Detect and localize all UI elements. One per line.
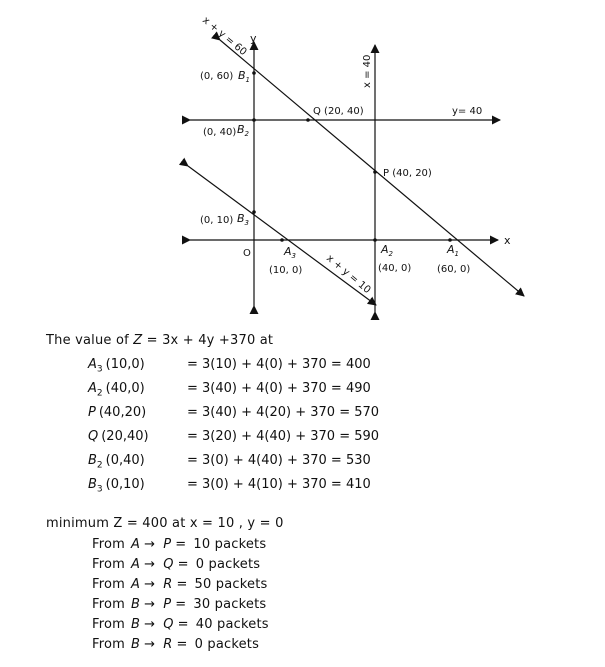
point-coordinates: (20,40) <box>101 429 149 444</box>
evaluation-expression: = 3(0) + 4(10) + 370 = 410 <box>187 477 371 492</box>
evaluation-expression: = 3(40) + 4(20) + 370 = 570 <box>187 405 380 420</box>
evaluation-point <box>88 453 145 471</box>
point-a3 <box>280 238 284 242</box>
evaluation-expression: = 3(10) + 4(0) + 370 = 400 <box>187 357 371 372</box>
point-coordinates: (40,0) <box>105 381 145 396</box>
label-b1: $B_1$ <box>238 69 251 84</box>
packet-amount: 0 packets <box>194 637 260 652</box>
point-q <box>306 118 310 122</box>
source-name: A <box>131 557 141 572</box>
source-name: A <box>131 577 141 592</box>
point-name: Q <box>88 429 99 444</box>
point-a2 <box>373 238 377 242</box>
equals-sign: = <box>177 557 189 572</box>
packet-amount: 0 packets <box>195 557 261 572</box>
evaluation-intro <box>46 333 273 348</box>
point-b2 <box>252 118 256 122</box>
transport-row <box>92 577 268 592</box>
label-b3: $B_3$ <box>237 212 250 227</box>
intro-prefix: The value of <box>46 333 134 348</box>
from-word: From <box>92 637 126 652</box>
evaluation-point <box>88 381 145 399</box>
evaluation-expression: = 3(0) + 4(40) + 370 = 530 <box>187 453 371 468</box>
label-q: Q (20, 40) <box>313 106 364 117</box>
label-x-plus-y-60: x + y = 60 <box>200 14 249 59</box>
packet-amount: 30 packets <box>193 597 267 612</box>
label-b1-coord: (0, 60) <box>200 71 234 82</box>
destination-name: P <box>163 537 172 552</box>
point-subscript: 2 <box>96 388 103 399</box>
equals-sign: = <box>176 637 188 652</box>
destination-name: R <box>163 637 173 652</box>
transport-row <box>92 617 269 632</box>
point-coordinates: (10,0) <box>105 357 145 372</box>
evaluation-point <box>88 429 149 447</box>
arrow: → <box>144 597 156 612</box>
transport-row <box>92 637 259 652</box>
point-b1 <box>252 71 256 75</box>
feasible-region-graph <box>0 0 605 320</box>
point-name: P <box>88 405 96 420</box>
intro-suffix: = 3x + 4y +370 at <box>142 333 274 348</box>
line-x-plus-y-10 <box>188 166 376 305</box>
from-word: From <box>92 617 126 632</box>
origin-label: O <box>243 248 251 259</box>
label-b2-coord: (0, 40) <box>203 127 237 138</box>
transport-row <box>92 597 266 612</box>
label-b2: $B_2$ <box>237 123 250 138</box>
destination-name: R <box>163 577 173 592</box>
source-name: B <box>131 637 141 652</box>
label-a3-coord: (10, 0) <box>269 265 303 276</box>
equals-sign: = <box>177 617 189 632</box>
label-a2: $A_2$ <box>381 243 393 258</box>
point-coordinates: (40,20) <box>98 405 147 420</box>
point-coordinates: (0,40) <box>105 453 145 468</box>
point-subscript: 2 <box>96 460 103 471</box>
destination-name: Q <box>163 557 174 572</box>
label-p: P (40, 20) <box>383 168 432 179</box>
label-y-equals-40: y= 40 <box>452 106 483 117</box>
label-b3-coord: (0, 10) <box>200 215 234 226</box>
destination-name: Q <box>163 617 174 632</box>
equals-sign: = <box>176 577 188 592</box>
packet-amount: 10 packets <box>193 537 267 552</box>
source-name: B <box>131 597 141 612</box>
arrow: → <box>144 617 156 632</box>
point-coordinates: (0,10) <box>105 477 145 492</box>
label-x-plus-y-10: x + y = 10 <box>324 252 373 297</box>
destination-name: P <box>163 597 172 612</box>
label-x-equals-40: x = 40 <box>362 54 373 88</box>
from-word: From <box>92 597 126 612</box>
arrow: → <box>144 557 156 572</box>
label-a3: $A_3$ <box>284 245 296 260</box>
label-a2-coord: (40, 0) <box>378 263 412 274</box>
evaluation-expression: = 3(40) + 4(0) + 370 = 490 <box>187 381 371 396</box>
transport-row <box>92 557 260 572</box>
evaluation-expression: = 3(20) + 4(40) + 370 = 590 <box>187 429 380 444</box>
point-subscript: 3 <box>96 364 103 375</box>
point-name: A <box>88 357 97 372</box>
packet-amount: 50 packets <box>194 577 268 592</box>
label-a1-coord: (60, 0) <box>437 264 471 275</box>
arrow: → <box>144 577 156 592</box>
minimum-statement: minimum Z = 400 at x = 10 , y = 0 <box>46 516 284 531</box>
evaluation-point <box>88 405 146 423</box>
evaluation-point <box>88 477 145 495</box>
equals-sign: = <box>175 537 187 552</box>
equals-sign: = <box>175 597 187 612</box>
point-p <box>373 170 377 174</box>
arrow: → <box>144 537 156 552</box>
transport-row <box>92 537 266 552</box>
axis-label-y: y <box>250 32 257 45</box>
point-name: A <box>88 381 97 396</box>
packet-amount: 40 packets <box>195 617 269 632</box>
source-name: A <box>131 537 141 552</box>
axis-label-x: x <box>504 234 511 247</box>
label-a1: $A_1$ <box>447 243 459 258</box>
point-name: B <box>88 453 97 468</box>
point-b3 <box>252 210 256 214</box>
point-a1 <box>448 238 452 242</box>
from-word: From <box>92 577 126 592</box>
from-word: From <box>92 537 126 552</box>
source-name: B <box>131 617 141 632</box>
evaluation-point <box>88 357 145 375</box>
point-name: B <box>88 477 97 492</box>
point-subscript: 3 <box>96 484 103 495</box>
intro-variable: Z <box>133 333 143 348</box>
arrow: → <box>144 637 156 652</box>
from-word: From <box>92 557 126 572</box>
